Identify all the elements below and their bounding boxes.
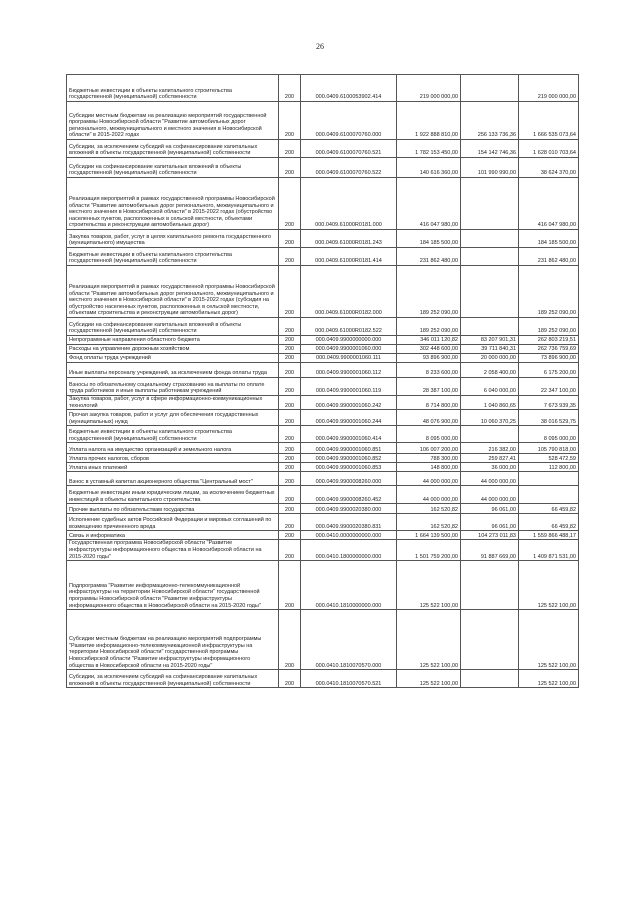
cell-code: 000.0409.6100070760.521 <box>301 140 397 158</box>
cell-total: 8 095 000,00 <box>397 426 461 443</box>
cell-regional: 22 347 100,00 <box>519 378 579 396</box>
table-row <box>67 514 579 531</box>
cell-name: Бюджетные инвестиции в объекты капитального строительства государственной (муниципальной) собственности <box>67 248 279 266</box>
cell-total: 148 800,00 <box>397 463 461 472</box>
cell-total: 28 387 100,00 <box>397 378 461 396</box>
cell-kind: 200 <box>279 102 301 140</box>
cell-regional: 66 459,82 <box>519 514 579 531</box>
cell-regional: 7 673 939,35 <box>519 396 579 410</box>
cell-total: 788 300,00 <box>397 454 461 463</box>
cell-code: 000.0410.0000000000.000 <box>301 531 397 540</box>
cell-federal <box>461 561 519 610</box>
cell-federal <box>461 318 519 336</box>
cell-regional: 416 047 980,00 <box>519 178 579 230</box>
cell-total: 219 000 000,00 <box>397 75 461 102</box>
cell-code: 000.0409.9900001060.851 <box>301 443 397 454</box>
table-row <box>67 396 579 410</box>
cell-code: 000.0409.61000R0181.000 <box>301 178 397 230</box>
cell-federal: 39 711 840,31 <box>461 345 519 354</box>
cell-code: 000.0409.9900001060.112 <box>301 363 397 378</box>
cell-total: 125 522 100,00 <box>397 561 461 610</box>
cell-regional: 73 896 900,00 <box>519 354 579 363</box>
cell-federal: 1 040 860,65 <box>461 396 519 410</box>
cell-name: Непрограммные направления областного бюджета <box>67 336 279 345</box>
cell-federal <box>461 248 519 266</box>
cell-code: 000.0409.9900008260.452 <box>301 486 397 504</box>
cell-total: 302 448 600,00 <box>397 345 461 354</box>
cell-code: 000.0409.61000R0182.522 <box>301 318 397 336</box>
cell-name: Уплата прочих налогов, сборов <box>67 454 279 463</box>
cell-regional: 38 016 529,75 <box>519 410 579 426</box>
table-row <box>67 463 579 472</box>
cell-total: 1 922 888 810,00 <box>397 102 461 140</box>
cell-kind: 200 <box>279 561 301 610</box>
table-row <box>67 610 579 670</box>
cell-federal <box>461 75 519 102</box>
cell-code: 000.0410.1810000000.000 <box>301 561 397 610</box>
table-row <box>67 540 579 561</box>
cell-federal: 20 000 000,00 <box>461 354 519 363</box>
cell-name: Реализация мероприятий в рамках государственной программы Новосибирской области "Развитие автомобильных дорог регионального, межмуниципального и местного значения в Новосибирской области" в 2015-2022 годах (субсидия на обустройство населенных пунктов, расположенных в сельской местности, объектами строительства и реконструкции автомобильных дорог) <box>67 266 279 318</box>
cell-federal: 6 040 000,00 <box>461 378 519 396</box>
cell-total: 48 076 900,00 <box>397 410 461 426</box>
cell-regional: 262 803 219,51 <box>519 336 579 345</box>
table-row <box>67 354 579 363</box>
cell-code: 000.0409.9900001060.852 <box>301 454 397 463</box>
cell-total: 346 011 120,82 <box>397 336 461 345</box>
cell-code: 000.0409.6100053902.414 <box>301 75 397 102</box>
cell-regional: 189 252 090,00 <box>519 318 579 336</box>
cell-kind: 200 <box>279 443 301 454</box>
cell-code: 000.0410.1810070570.000 <box>301 610 397 670</box>
cell-kind: 200 <box>279 248 301 266</box>
table-row <box>67 561 579 610</box>
cell-name: Связь и информатика <box>67 531 279 540</box>
cell-name: Бюджетные инвестиции в объекты капитального строительства государственной (муниципальной) собственности <box>67 75 279 102</box>
cell-kind: 200 <box>279 178 301 230</box>
cell-kind: 200 <box>279 410 301 426</box>
cell-total: 231 862 480,00 <box>397 248 461 266</box>
cell-total: 162 520,82 <box>397 504 461 514</box>
cell-name: Подпрограмма "Развитие информационно-телекоммуникационной инфраструктуры на территории Новосибирской области" государственной программы Новосибирской области "Развитие инфраструктуры информационного общества в Новосибирской области на 2015-2020 годы" <box>67 561 279 610</box>
table-row <box>67 345 579 354</box>
table-row <box>67 248 579 266</box>
cell-total: 140 616 360,00 <box>397 158 461 178</box>
cell-federal: 96 061,00 <box>461 504 519 514</box>
cell-name: Субсидии местным бюджетам на реализацию мероприятий подпрограммы "Развитие информационно-телекоммуникационной инфраструктуры на территории Новосибирской области" государственной программы Новосибирской области "Развитие инфраструктуры информационного общества в Новосибирской области на 2015-2020 годы" <box>67 610 279 670</box>
cell-code: 000.0409.6100070760.000 <box>301 102 397 140</box>
cell-name: Исполнение судебных актов Российской Федерации и мировых соглашений по возмещению причиненного вреда <box>67 514 279 531</box>
table-row <box>67 230 579 248</box>
cell-name: Государственная программа Новосибирской области "Развитие инфраструктуры информационного общества в Новосибирской области на 2015-2020 годы" <box>67 540 279 561</box>
cell-total: 189 252 090,00 <box>397 266 461 318</box>
table-row <box>67 363 579 378</box>
cell-regional: 1 409 871 531,00 <box>519 540 579 561</box>
cell-federal: 259 827,41 <box>461 454 519 463</box>
cell-code: 000.0409.6100070760.522 <box>301 158 397 178</box>
table-row <box>67 410 579 426</box>
cell-name: Фонд оплаты труда учреждений <box>67 354 279 363</box>
cell-kind: 200 <box>279 472 301 486</box>
cell-federal: 83 207 901,31 <box>461 336 519 345</box>
cell-code: 000.0409.9900000000.000 <box>301 336 397 345</box>
cell-federal <box>461 230 519 248</box>
cell-name: Субсидии на софинансирование капитальных вложений в объекты государственной (муниципальной) собственности <box>67 158 279 178</box>
table-row <box>67 504 579 514</box>
table-row <box>67 454 579 463</box>
cell-name: Уплата иных платежей <box>67 463 279 472</box>
cell-federal: 36 000,00 <box>461 463 519 472</box>
cell-total: 106 007 200,00 <box>397 443 461 454</box>
cell-kind: 200 <box>279 140 301 158</box>
cell-name: Взнос в уставный капитал акционерного общества "Центральный мост" <box>67 472 279 486</box>
cell-total: 1 782 153 450,00 <box>397 140 461 158</box>
cell-regional <box>519 472 579 486</box>
cell-code: 000.0409.9900001060.244 <box>301 410 397 426</box>
cell-regional: 105 790 818,00 <box>519 443 579 454</box>
cell-total: 8 714 800,00 <box>397 396 461 410</box>
cell-code: 000.0409.9900020380.000 <box>301 504 397 514</box>
table-row <box>67 486 579 504</box>
cell-total: 93 896 900,00 <box>397 354 461 363</box>
cell-kind: 200 <box>279 363 301 378</box>
cell-name: Субсидии, за исключением субсидий на софинансирование капитальных вложений в объекты государственной (муниципальной) собственности <box>67 140 279 158</box>
cell-code: 000.0409.9900001060.414 <box>301 426 397 443</box>
cell-federal <box>461 670 519 688</box>
table-row <box>67 472 579 486</box>
table-row <box>67 178 579 230</box>
cell-kind: 200 <box>279 454 301 463</box>
cell-name: Прочие выплаты по обязательствам государства <box>67 504 279 514</box>
cell-federal: 2 058 400,00 <box>461 363 519 378</box>
cell-name: Закупка товаров, работ, услуг в целях капитального ремонта государственного (муниципального) имущества <box>67 230 279 248</box>
cell-total: 125 522 100,00 <box>397 610 461 670</box>
cell-regional: 112 800,00 <box>519 463 579 472</box>
cell-federal: 96 061,00 <box>461 514 519 531</box>
cell-kind: 200 <box>279 230 301 248</box>
cell-regional <box>519 486 579 504</box>
cell-regional: 1 559 866 488,17 <box>519 531 579 540</box>
table-row <box>67 318 579 336</box>
cell-name: Реализация мероприятий в рамках государственной программы Новосибирской области "Развитие автомобильных дорог регионального, межмуниципального и местного значения в Новосибирской области" в 2015-2022 годах (обустройство населенных пунктов, расположенных в сельской местности, объектами строительства и реконструкции автомобильных дорог) <box>67 178 279 230</box>
cell-code: 000.0409.9900001060.853 <box>301 463 397 472</box>
cell-regional: 66 459,82 <box>519 504 579 514</box>
cell-total: 1 501 759 200,00 <box>397 540 461 561</box>
cell-federal: 216 382,00 <box>461 443 519 454</box>
cell-federal <box>461 426 519 443</box>
cell-regional: 125 522 100,00 <box>519 561 579 610</box>
cell-federal: 104 273 011,83 <box>461 531 519 540</box>
cell-name: Субсидии местным бюджетам на реализацию мероприятий государственной программы Новосибирской области "Развитие автомобильных дорог регионального, межмуниципального и местного значения в Новосибирской области" в 2015-2022 годах <box>67 102 279 140</box>
cell-total: 8 233 600,00 <box>397 363 461 378</box>
cell-name: Взносы по обязательному социальному страхованию на выплаты по оплате труда работников и иные выплаты работникам учреждений <box>67 378 279 396</box>
cell-kind: 200 <box>279 378 301 396</box>
table-row <box>67 102 579 140</box>
table-row <box>67 443 579 454</box>
cell-regional: 1 628 010 703,64 <box>519 140 579 158</box>
cell-name: Бюджетные инвестиции в объекты капитального строительства государственной (муниципальной) собственности <box>67 426 279 443</box>
cell-regional: 189 252 090,00 <box>519 266 579 318</box>
cell-code: 000.0409.9900008260.000 <box>301 472 397 486</box>
cell-federal: 44 000 000,00 <box>461 486 519 504</box>
cell-kind: 200 <box>279 540 301 561</box>
cell-federal <box>461 610 519 670</box>
cell-kind: 200 <box>279 345 301 354</box>
cell-total: 125 522 100,00 <box>397 670 461 688</box>
cell-regional: 231 862 480,00 <box>519 248 579 266</box>
table-row <box>67 75 579 102</box>
cell-kind: 200 <box>279 504 301 514</box>
cell-total: 189 252 090,00 <box>397 318 461 336</box>
cell-name: Иные выплаты персоналу учреждений, за исключением фонда оплаты труда <box>67 363 279 378</box>
cell-name: Расходы на управление дорожным хозяйством <box>67 345 279 354</box>
cell-federal: 101 990 990,00 <box>461 158 519 178</box>
cell-name: Закупка товаров, работ, услуг в сфере информационно-коммуникационных технологий <box>67 396 279 410</box>
cell-regional: 528 472,59 <box>519 454 579 463</box>
cell-kind: 200 <box>279 266 301 318</box>
cell-kind: 200 <box>279 531 301 540</box>
cell-federal <box>461 266 519 318</box>
cell-kind: 200 <box>279 396 301 410</box>
cell-total: 1 664 139 500,00 <box>397 531 461 540</box>
cell-name: Уплата налога на имущество организаций и земельного налога <box>67 443 279 454</box>
cell-name: Субсидии, за исключением субсидий на софинансирование капитальных вложений в объекты государственной (муниципальной) собственности <box>67 670 279 688</box>
cell-code: 000.0410.1800000000.000 <box>301 540 397 561</box>
cell-kind: 200 <box>279 336 301 345</box>
cell-regional: 184 185 500,00 <box>519 230 579 248</box>
cell-federal: 154 142 746,36 <box>461 140 519 158</box>
table-row <box>67 426 579 443</box>
cell-name: Прочая закупка товаров, работ и услуг для обеспечения государственных (муниципальных) нужд <box>67 410 279 426</box>
cell-total: 44 000 000,00 <box>397 486 461 504</box>
budget-table <box>66 74 579 688</box>
cell-regional: 219 000 000,00 <box>519 75 579 102</box>
cell-code: 000.0409.9900001060.242 <box>301 396 397 410</box>
cell-total: 162 520,82 <box>397 514 461 531</box>
table-row <box>67 140 579 158</box>
cell-code: 000.0409.9900001060.119 <box>301 378 397 396</box>
cell-name: Бюджетные инвестиции иным юридическим лицам, за исключением бюджетных инвестиций в объекты капитального строительства <box>67 486 279 504</box>
cell-code: 000.0409.9900001060.000 <box>301 345 397 354</box>
cell-regional: 125 522 100,00 <box>519 670 579 688</box>
cell-federal: 91 887 669,00 <box>461 540 519 561</box>
table-row <box>67 531 579 540</box>
table-row <box>67 336 579 345</box>
table-row <box>67 158 579 178</box>
cell-regional: 262 736 759,69 <box>519 345 579 354</box>
cell-code: 000.0409.61000R0182.000 <box>301 266 397 318</box>
cell-federal: 256 133 736,36 <box>461 102 519 140</box>
cell-regional: 6 175 200,00 <box>519 363 579 378</box>
cell-kind: 200 <box>279 426 301 443</box>
cell-federal: 10 060 370,25 <box>461 410 519 426</box>
cell-name: Субсидии на софинансирование капитальных вложений в объекты государственной (муниципальной) собственности <box>67 318 279 336</box>
cell-federal <box>461 178 519 230</box>
table-row <box>67 266 579 318</box>
cell-code: 000.0409.9900001060.111 <box>301 354 397 363</box>
cell-kind: 200 <box>279 75 301 102</box>
cell-total: 184 185 500,00 <box>397 230 461 248</box>
table-body <box>67 75 579 688</box>
cell-kind: 200 <box>279 514 301 531</box>
cell-kind: 200 <box>279 486 301 504</box>
cell-regional: 38 624 370,00 <box>519 158 579 178</box>
cell-kind: 200 <box>279 158 301 178</box>
cell-federal: 44 000 000,00 <box>461 472 519 486</box>
cell-regional: 1 666 535 073,64 <box>519 102 579 140</box>
cell-code: 000.0409.61000R0181.243 <box>301 230 397 248</box>
cell-regional: 125 522 100,00 <box>519 610 579 670</box>
cell-total: 44 000 000,00 <box>397 472 461 486</box>
cell-kind: 200 <box>279 318 301 336</box>
cell-kind: 200 <box>279 670 301 688</box>
cell-code: 000.0409.61000R0181.414 <box>301 248 397 266</box>
cell-kind: 200 <box>279 354 301 363</box>
cell-code: 000.0410.1810070570.521 <box>301 670 397 688</box>
table-row <box>67 670 579 688</box>
page-number: 26 <box>316 42 324 51</box>
cell-kind: 200 <box>279 610 301 670</box>
cell-kind: 200 <box>279 463 301 472</box>
cell-total: 416 047 980,00 <box>397 178 461 230</box>
cell-regional: 8 095 000,00 <box>519 426 579 443</box>
cell-code: 000.0409.9900020380.831 <box>301 514 397 531</box>
table-row <box>67 378 579 396</box>
